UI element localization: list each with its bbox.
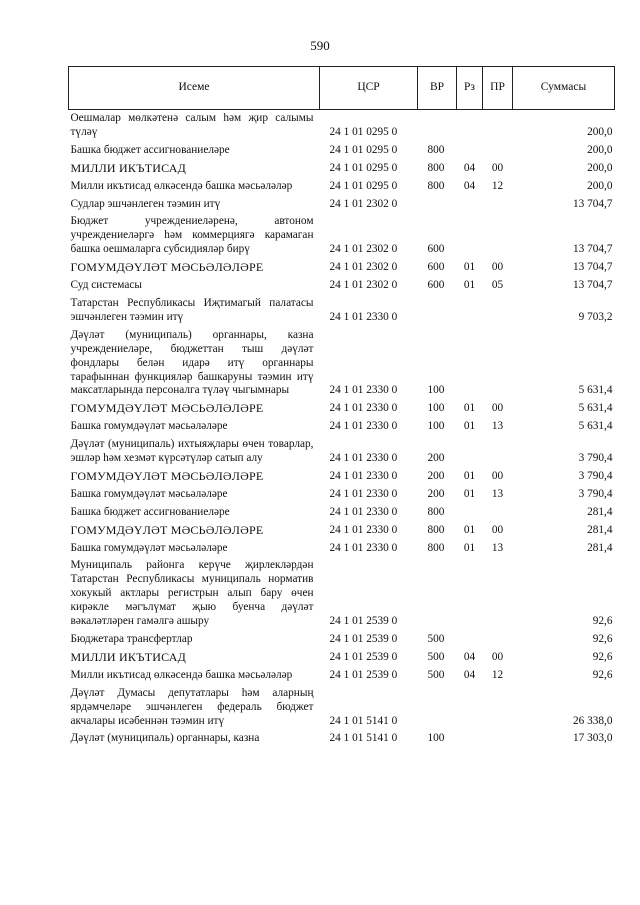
row-sum: 3 790,4	[578, 452, 613, 465]
table-row	[69, 400, 615, 418]
row-csr: 24 1 01 2330 0	[329, 523, 398, 536]
row-pr: 05	[491, 279, 504, 292]
table-row	[69, 295, 615, 327]
row-csr: 24 1 01 2302 0	[329, 243, 398, 256]
header-pr: ПР	[483, 67, 513, 110]
row-rz	[457, 327, 483, 401]
table-row	[69, 522, 615, 540]
row-csr: 24 1 01 2539 0	[329, 633, 398, 645]
row-rz	[457, 436, 483, 468]
table-row	[69, 418, 615, 436]
row-vr: 500	[427, 668, 445, 681]
row-sum: 5 631,4	[578, 384, 613, 397]
row-pr: 12	[491, 668, 504, 681]
row-sum: 200,0	[587, 143, 613, 156]
header-rz: Рз	[457, 67, 483, 110]
row-pr	[483, 295, 513, 327]
row-name: МИЛЛИ ИКЪТИСАД	[70, 649, 186, 664]
row-rz: 04	[463, 179, 476, 192]
row-name: ГОМУМДӘҮЛӘТ МӘСЬӘЛӘЛӘРЕ	[70, 401, 264, 416]
row-name: Башка гомумдәүләт мәсьәләләре	[70, 541, 228, 554]
row-name: Дәүләт (муниципаль) ихтыяҗлары өчен товарлар, эшләр һәм хезмәт күрсәтүләр сатып алу	[70, 438, 314, 465]
row-pr: 00	[491, 650, 504, 663]
row-pr	[483, 504, 513, 522]
row-rz	[457, 685, 483, 731]
table-row	[69, 213, 615, 259]
row-rz	[457, 730, 483, 748]
row-vr: 800	[427, 179, 445, 192]
row-vr: 100	[427, 384, 445, 397]
row-csr: 24 1 01 2330 0	[329, 541, 398, 554]
row-vr: 500	[427, 650, 445, 663]
row-vr: 600	[427, 261, 445, 274]
row-rz	[457, 142, 483, 160]
row-vr: 100	[427, 402, 445, 415]
table-header-row	[69, 67, 615, 110]
row-csr: 24 1 01 2330 0	[329, 384, 398, 397]
row-rz: 01	[463, 487, 476, 500]
row-sum: 200,0	[587, 161, 613, 174]
row-vr: 200	[427, 469, 445, 482]
table-row	[69, 540, 615, 558]
row-csr: 24 1 01 2330 0	[329, 402, 398, 415]
row-sum: 281,4	[587, 523, 613, 536]
row-name: Оешмалар мөлкәтенә салым һәм җир салымы түләү	[70, 112, 314, 138]
row-pr: 00	[491, 161, 504, 174]
row-csr: 24 1 01 2330 0	[329, 487, 398, 500]
table-row	[69, 160, 615, 178]
row-name: Милли икътисад өлкәсендә башка мәсьәләләр	[70, 668, 293, 681]
row-name: Бюджет учреждениеләренә, автоном учреждениеләргә һәм коммерциягә карамаган башка оешмаларга субсидияләр бирү	[70, 215, 314, 256]
row-pr	[483, 213, 513, 259]
row-sum: 200,0	[587, 179, 613, 192]
row-name: Башка бюджет ассигнованиеләре	[70, 143, 230, 156]
row-name: Башка бюджет ассигнованиеләре	[70, 505, 230, 518]
row-csr: 24 1 01 2302 0	[329, 197, 398, 210]
row-csr: 24 1 01 5141 0	[329, 714, 398, 727]
row-rz: 01	[463, 420, 476, 433]
row-pr	[483, 631, 513, 649]
row-rz: 01	[463, 523, 476, 536]
row-csr: 24 1 01 0295 0	[329, 143, 398, 156]
row-name: Судлар эшчәнлеген тәэмин итү	[70, 197, 221, 210]
table-row	[69, 468, 615, 486]
row-pr	[483, 436, 513, 468]
row-sum: 13 704,7	[572, 197, 613, 210]
row-csr: 24 1 01 2539 0	[329, 668, 398, 681]
row-vr: 500	[427, 633, 445, 645]
row-name: Бюджетара трансфертлар	[70, 633, 193, 645]
row-vr	[418, 685, 457, 731]
row-sum: 92,6	[592, 615, 613, 628]
row-pr: 00	[491, 261, 504, 274]
row-csr: 24 1 01 2330 0	[329, 310, 398, 323]
row-name: Муниципаль районга керүче җирлекләрдән Татарстан Республикасы муниципаль норматив хокукый актлары регистрын алып бару өчен кирәкле мәгълүмат җыю буенча дәүләт вәкаләтләрен гамәлгә ашыру	[70, 559, 314, 628]
row-name: Татарстан Республикасы Иҗтимагый палатасы эшчәнлеген тәэмин итү	[70, 296, 314, 323]
row-sum: 281,4	[587, 505, 613, 518]
row-rz: 04	[463, 650, 476, 663]
table-row	[69, 685, 615, 731]
row-sum: 92,6	[592, 668, 613, 681]
row-rz: 01	[463, 261, 476, 274]
table-row	[69, 557, 615, 631]
row-csr: 24 1 01 0295 0	[329, 125, 398, 138]
table-row	[69, 178, 615, 196]
table-row	[69, 436, 615, 468]
row-vr: 600	[427, 243, 445, 256]
row-csr: 24 1 01 2539 0	[329, 615, 398, 628]
row-rz	[457, 631, 483, 649]
table-row	[69, 259, 615, 277]
row-name: ГОМУМДӘҮЛӘТ МӘСЬӘЛӘЛӘРЕ	[70, 522, 264, 537]
row-rz: 01	[463, 402, 476, 415]
row-rz	[457, 196, 483, 214]
table-row	[69, 196, 615, 214]
row-csr: 24 1 01 0295 0	[329, 179, 398, 192]
row-sum: 92,6	[592, 650, 613, 663]
row-pr	[483, 142, 513, 160]
row-rz: 01	[463, 469, 476, 482]
row-sum: 9 703,2	[578, 310, 613, 323]
row-pr: 00	[491, 469, 504, 482]
table-row	[69, 631, 615, 649]
row-csr: 24 1 01 2330 0	[329, 505, 398, 518]
budget-table	[68, 66, 615, 748]
table-row	[69, 504, 615, 522]
row-vr	[418, 295, 457, 327]
row-name: ГОМУМДӘҮЛӘТ МӘСЬӘЛӘЛӘРЕ	[70, 468, 264, 483]
table-row	[69, 486, 615, 504]
row-csr: 24 1 01 2302 0	[329, 261, 398, 274]
row-csr: 24 1 01 2330 0	[329, 420, 398, 433]
row-rz: 01	[463, 279, 476, 292]
row-sum: 281,4	[587, 541, 613, 554]
row-sum: 13 704,7	[572, 279, 613, 292]
row-rz	[457, 557, 483, 631]
row-vr: 200	[427, 487, 445, 500]
table-row	[69, 110, 615, 142]
row-pr: 13	[491, 541, 504, 554]
row-vr	[418, 557, 457, 631]
row-vr: 800	[427, 143, 445, 156]
row-name: Башка гомумдәүләт мәсьәләләре	[70, 420, 228, 433]
row-csr: 24 1 01 0295 0	[329, 161, 398, 174]
row-csr: 24 1 01 2330 0	[329, 452, 398, 465]
row-name: ГОМУМДӘҮЛӘТ МӘСЬӘЛӘЛӘРЕ	[70, 260, 264, 275]
row-pr	[483, 685, 513, 731]
row-sum: 13 704,7	[572, 261, 613, 274]
row-rz	[457, 213, 483, 259]
row-rz	[457, 295, 483, 327]
row-vr: 100	[427, 420, 445, 433]
row-sum: 200,0	[587, 125, 613, 138]
row-vr: 600	[427, 279, 445, 292]
row-pr	[483, 110, 513, 142]
row-pr: 13	[491, 487, 504, 500]
row-rz: 04	[463, 161, 476, 174]
row-rz	[457, 504, 483, 522]
row-pr: 13	[491, 420, 504, 433]
row-rz: 01	[463, 541, 476, 554]
row-sum: 5 631,4	[578, 402, 613, 415]
table-row	[69, 649, 615, 667]
table-body	[69, 110, 615, 749]
row-vr	[418, 196, 457, 214]
row-pr	[483, 730, 513, 748]
row-csr: 24 1 01 2302 0	[329, 279, 398, 292]
row-vr	[418, 110, 457, 142]
row-sum: 26 338,0	[572, 714, 613, 727]
row-vr: 800	[427, 541, 445, 554]
row-name: Башка гомумдәүләт мәсьәләләре	[70, 487, 228, 500]
row-vr: 100	[427, 732, 445, 745]
row-vr: 800	[427, 161, 445, 174]
row-pr: 12	[491, 179, 504, 192]
row-csr: 24 1 01 2330 0	[329, 469, 398, 482]
row-pr	[483, 557, 513, 631]
row-csr: 24 1 01 5141 0	[329, 732, 398, 745]
row-sum: 13 704,7	[572, 243, 613, 256]
row-name: Дәүләт (муниципаль) органнары, казна	[70, 732, 260, 745]
row-pr: 00	[491, 402, 504, 415]
row-name: Суд системасы	[70, 279, 142, 292]
header-csr: ЦСР	[320, 67, 418, 110]
header-sum: Суммасы	[513, 67, 615, 110]
row-pr	[483, 196, 513, 214]
row-vr: 800	[427, 523, 445, 536]
header-name: Исеме	[69, 67, 320, 110]
table-row	[69, 667, 615, 685]
row-name: МИЛЛИ ИКЪТИСАД	[70, 160, 186, 175]
table-row	[69, 327, 615, 401]
row-csr: 24 1 01 2539 0	[329, 650, 398, 663]
row-sum: 92,6	[592, 633, 613, 645]
row-name: Дәүләт Думасы депутатлары һәм аларның ярдәмчеләре эшчәнлеген федераль бюджет акчалары исәбеннән тәэмин итү	[70, 686, 314, 727]
row-sum: 5 631,4	[578, 420, 613, 433]
row-pr: 00	[491, 523, 504, 536]
row-rz: 04	[463, 668, 476, 681]
row-pr	[483, 327, 513, 401]
row-name: Дәүләт (муниципаль) органнары, казна учреждениеләре, бюджеттан тыш дәүләт фондлары белән идарә итү органнары тарафыннан функцияләр башкаруны тәэмин итү максатларында персоналга түләү чыгымнары	[70, 328, 314, 397]
table-row	[69, 142, 615, 160]
table-row	[69, 730, 615, 748]
row-vr: 800	[427, 505, 445, 518]
page-number: 590	[310, 38, 330, 53]
row-sum: 3 790,4	[578, 487, 613, 500]
table-row	[69, 277, 615, 295]
row-sum: 3 790,4	[578, 469, 613, 482]
row-rz	[457, 110, 483, 142]
header-vr: ВР	[418, 67, 457, 110]
row-sum: 17 303,0	[572, 732, 613, 745]
row-name: Милли икътисад өлкәсендә башка мәсьәләләр	[70, 179, 293, 192]
row-vr: 200	[427, 452, 445, 465]
